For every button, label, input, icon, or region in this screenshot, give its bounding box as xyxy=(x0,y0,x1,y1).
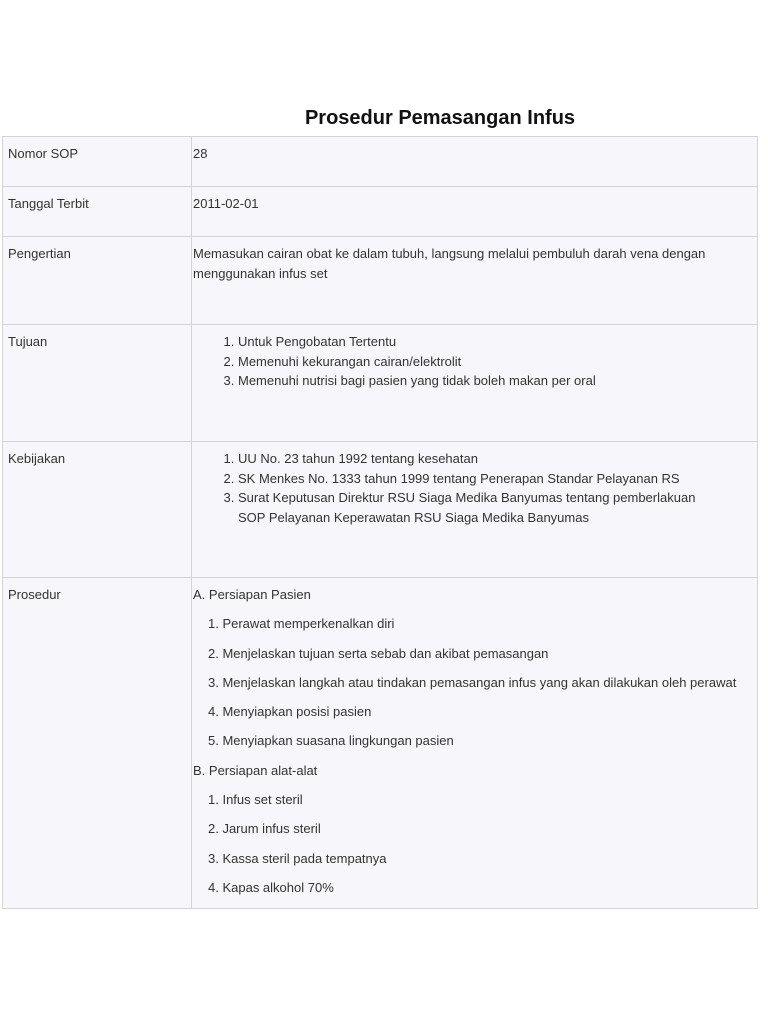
label-prosedur: Prosedur xyxy=(3,578,192,909)
pengertian-line-2: menggunakan infus set xyxy=(193,265,328,281)
sop-table xyxy=(2,136,758,909)
kebijakan-list xyxy=(193,449,753,527)
value-tujuan xyxy=(192,325,758,442)
label-tujuan: Tujuan xyxy=(3,325,192,442)
pengertian-line-1: Memasukan cairan obat ke dalam tubuh, langsung melalui pembuluh darah vena dengan xyxy=(193,246,706,261)
value-prosedur xyxy=(192,578,758,909)
list-item: 3. Kassa steril pada tempatnya xyxy=(208,850,387,866)
row-tujuan xyxy=(3,325,758,442)
list-item: 5. Menyiapkan suasana lingkungan pasien xyxy=(208,733,454,749)
value-nomor-sop: 28 xyxy=(192,137,758,187)
row-nomor-sop xyxy=(3,137,758,187)
tujuan-list xyxy=(193,332,753,391)
row-kebijakan xyxy=(3,442,758,578)
list-item: 2. Jarum infus steril xyxy=(208,821,321,837)
list-item: 3. Surat Keputusan Direktur RSU Siaga Medika Banyumas tentang pemberlakuan SOP Pelayanan Keperawatan RSU Siaga Medika Banyumas xyxy=(238,488,723,527)
list-item: 1. Perawat memperkenalkan diri xyxy=(208,616,395,632)
list-item: 3. Memenuhi nutrisi bagi pasien yang tidak boleh makan per oral xyxy=(238,371,753,391)
list-item: 2. Menjelaskan tujuan serta sebab dan akibat pemasangan xyxy=(208,645,549,661)
list-item: 4. Kapas alkohol 70% xyxy=(208,879,334,895)
list-item: 1. Untuk Pengobatan Tertentu xyxy=(238,332,753,352)
row-pengertian xyxy=(3,237,758,325)
value-kebijakan xyxy=(192,442,758,578)
label-tanggal-terbit: Tanggal Terbit xyxy=(3,187,192,237)
list-item: 4. Menyiapkan posisi pasien xyxy=(208,704,372,720)
value-tanggal-terbit: 2011-02-01 xyxy=(192,187,758,237)
label-kebijakan: Kebijakan xyxy=(3,442,192,578)
label-pengertian: Pengertian xyxy=(3,237,192,325)
list-item: 2. Memenuhi kekurangan cairan/elektrolit xyxy=(238,352,753,372)
list-item: 2. SK Menkes No. 1333 tahun 1999 tentang Penerapan Standar Pelayanan RS xyxy=(238,469,723,489)
list-item: 1. UU No. 23 tahun 1992 tentang kesehatan xyxy=(238,449,723,469)
section-persiapan-alat: B. Persiapan alat-alat xyxy=(193,762,318,778)
value-pengertian xyxy=(192,237,758,325)
list-item: 1. Infus set steril xyxy=(208,792,303,808)
section-persiapan-pasien: A. Persiapan Pasien xyxy=(193,587,311,602)
list-item: 3. Menjelaskan langkah atau tindakan pemasangan infus yang akan dilakukan oleh perawat xyxy=(208,674,737,690)
row-tanggal-terbit xyxy=(3,187,758,237)
row-prosedur xyxy=(3,578,758,909)
page-title: Prosedur Pemasangan Infus xyxy=(304,107,576,129)
label-nomor-sop: Nomor SOP xyxy=(3,137,192,187)
